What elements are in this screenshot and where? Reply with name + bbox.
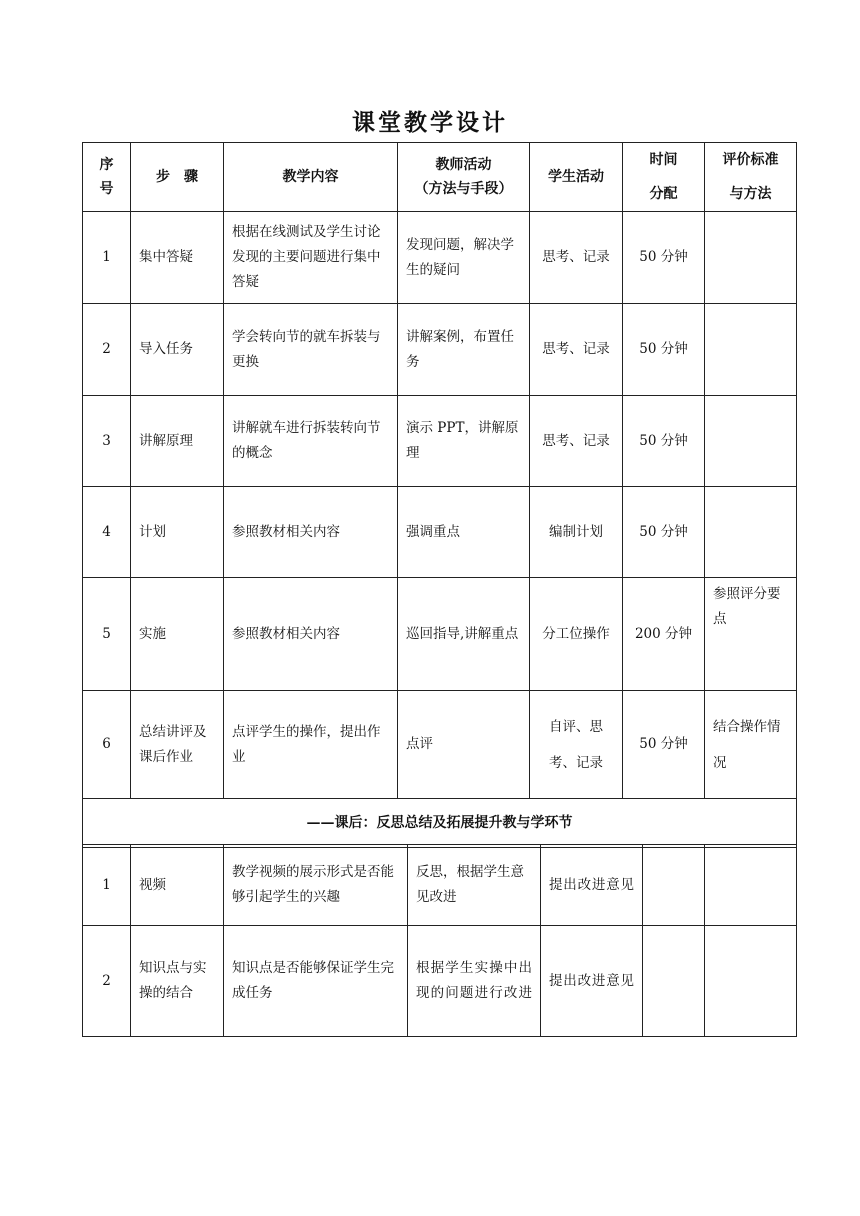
table-row bbox=[83, 578, 797, 691]
cell-teacher: 演示 PPT，讲解原理 bbox=[398, 396, 530, 487]
cell-time: 200 分钟 bbox=[623, 578, 705, 691]
cell-seq: 5 bbox=[83, 578, 131, 691]
table-row bbox=[83, 396, 797, 487]
cell-student: 自评、思考、记录 bbox=[530, 691, 623, 799]
cell-time: 50 分钟 bbox=[623, 396, 705, 487]
cell-seq: 3 bbox=[83, 396, 131, 487]
cell-seq: 2 bbox=[83, 304, 131, 396]
cell-time: 50 分钟 bbox=[623, 691, 705, 799]
cell-empty bbox=[643, 926, 705, 1037]
cell-step: 导入任务 bbox=[131, 304, 224, 396]
cell-eval bbox=[705, 396, 797, 487]
header-content: 教学内容 bbox=[224, 143, 398, 212]
cell-eval: 参照评分要点 bbox=[705, 578, 797, 691]
header-student: 学生活动 bbox=[530, 143, 623, 212]
after-class-table bbox=[82, 844, 797, 1037]
cell-step: 实施 bbox=[131, 578, 224, 691]
cell-seq: 4 bbox=[83, 487, 131, 578]
header-teacher-line2: （方法与手段） bbox=[414, 181, 513, 197]
lesson-plan-table bbox=[82, 142, 797, 848]
cell-step: 总结讲评及课后作业 bbox=[131, 691, 224, 799]
cell-teacher: 发现问题，解决学生的疑问 bbox=[398, 212, 530, 304]
cell-eval bbox=[705, 212, 797, 304]
cell-seq: 1 bbox=[83, 845, 131, 926]
cell-step: 集中答疑 bbox=[131, 212, 224, 304]
table-row bbox=[83, 304, 797, 396]
cell-student: 思考、记录 bbox=[530, 396, 623, 487]
cell-time: 50 分钟 bbox=[623, 304, 705, 396]
cell-student: 提出改进意见 bbox=[541, 926, 643, 1037]
cell-content: 点评学生的操作，提出作业 bbox=[224, 691, 398, 799]
header-step: 步 骤 bbox=[131, 143, 224, 212]
cell-teacher: 强调重点 bbox=[398, 487, 530, 578]
page-title: 课堂教学设计 bbox=[352, 109, 508, 136]
cell-teacher: 点评 bbox=[398, 691, 530, 799]
cell-eval bbox=[705, 487, 797, 578]
header-teacher bbox=[398, 143, 530, 212]
cell-content: 根据在线测试及学生讨论发现的主要问题进行集中答疑 bbox=[224, 212, 398, 304]
header-row bbox=[83, 143, 797, 212]
table-row bbox=[83, 691, 797, 799]
table-row bbox=[83, 212, 797, 304]
header-eval: 评价标准与方法 bbox=[705, 143, 797, 212]
cell-step: 讲解原理 bbox=[131, 396, 224, 487]
cell-content: 参照教材相关内容 bbox=[224, 578, 398, 691]
cell-empty bbox=[705, 845, 797, 926]
section-title: ——课后：反思总结及拓展提升教与学环节 bbox=[83, 799, 797, 848]
cell-student: 思考、记录 bbox=[530, 304, 623, 396]
header-teacher-line1: 教师活动 bbox=[435, 157, 492, 173]
cell-time: 50 分钟 bbox=[623, 212, 705, 304]
cell-content: 教学视频的展示形式是否能够引起学生的兴趣 bbox=[224, 845, 408, 926]
cell-teacher: 根据学生实操中出现的问题进行改进 bbox=[408, 926, 541, 1037]
cell-empty bbox=[643, 845, 705, 926]
cell-seq: 2 bbox=[83, 926, 131, 1037]
cell-empty bbox=[705, 926, 797, 1037]
section-row bbox=[83, 799, 797, 848]
cell-seq: 6 bbox=[83, 691, 131, 799]
table-row bbox=[83, 487, 797, 578]
cell-content: 知识点是否能够保证学生完成任务 bbox=[224, 926, 408, 1037]
cell-eval bbox=[705, 304, 797, 396]
cell-step: 视频 bbox=[131, 845, 224, 926]
cell-student: 思考、记录 bbox=[530, 212, 623, 304]
table-row bbox=[83, 845, 797, 926]
cell-student: 分工位操作 bbox=[530, 578, 623, 691]
cell-step: 知识点与实操的结合 bbox=[131, 926, 224, 1037]
cell-student: 提出改进意见 bbox=[541, 845, 643, 926]
cell-student: 编制计划 bbox=[530, 487, 623, 578]
cell-time: 50 分钟 bbox=[623, 487, 705, 578]
cell-teacher: 巡回指导,讲解重点 bbox=[398, 578, 530, 691]
cell-content: 学会转向节的就车拆装与更换 bbox=[224, 304, 398, 396]
cell-step: 计划 bbox=[131, 487, 224, 578]
cell-teacher: 反思，根据学生意见改进 bbox=[408, 845, 541, 926]
cell-eval: 结合操作情况 bbox=[705, 691, 797, 799]
cell-content: 讲解就车进行拆装转向节的概念 bbox=[224, 396, 398, 487]
header-time: 时间分配 bbox=[623, 143, 705, 212]
cell-seq: 1 bbox=[83, 212, 131, 304]
table-row bbox=[83, 926, 797, 1037]
cell-teacher: 讲解案例，布置任务 bbox=[398, 304, 530, 396]
header-seq: 序号 bbox=[83, 143, 131, 212]
cell-content: 参照教材相关内容 bbox=[224, 487, 398, 578]
